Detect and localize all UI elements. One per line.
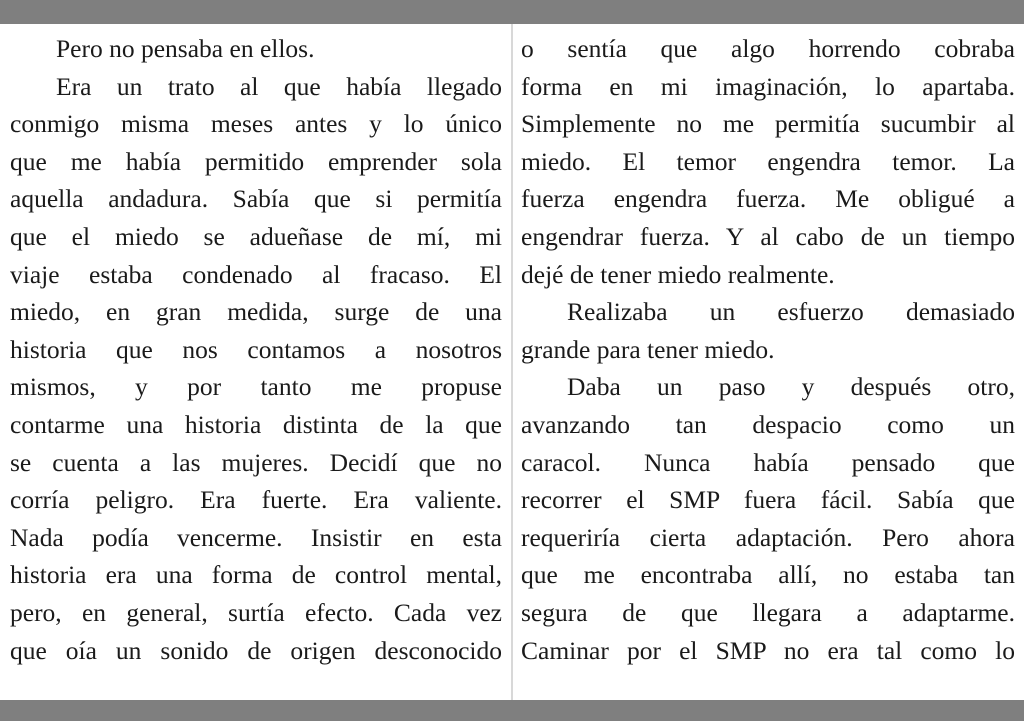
text-line: Daba un paso y después otro, — [567, 372, 1015, 402]
text-line: que oía un sonido de origen desconocido — [10, 635, 502, 665]
text-line: o sentía que algo horrendo cobraba — [521, 34, 1015, 63]
text-line: mismos, y por tanto me propuse — [10, 372, 502, 402]
text-line: Caminar por el SMP no era tal como lo — [521, 635, 1015, 665]
right-page — [513, 24, 1024, 700]
text-line: caracol. Nunca había pensado que — [521, 447, 1015, 477]
text-line: dejé de tener miedo realmente. — [521, 259, 835, 289]
text-line: engendrar fuerza. Y al cabo de un tiempo — [521, 221, 1015, 251]
text-line: historia que nos contamos a nosotros — [10, 334, 502, 364]
text-line: forma en mi imaginación, lo apartaba. — [521, 71, 1015, 101]
text-line: avanzando tan despacio como un — [521, 409, 1015, 439]
text-line: historia era una forma de control mental, — [10, 560, 502, 590]
text-line: grande para tener miedo. — [521, 334, 775, 364]
text-line: miedo, en gran medida, surge de una — [10, 297, 502, 327]
text-line: Nada podía vencerme. Insistir en esta — [10, 522, 502, 552]
text-line: se cuenta a las mujeres. Decidí que no — [10, 447, 502, 477]
text-line: que el miedo se adueñase de mí, mi — [10, 221, 502, 251]
text-line: que me encontraba allí, no estaba tan — [521, 560, 1015, 590]
text-line: contarme una historia distinta de la que — [10, 409, 502, 439]
text-line: requeriría cierta adaptación. Pero ahora — [521, 522, 1015, 552]
text-line: fuerza engendra fuerza. Me obligué a — [521, 184, 1015, 214]
text-line: aquella andadura. Sabía que si permitía — [10, 184, 502, 214]
text-line: Era un trato al que había llegado — [56, 71, 502, 101]
text-line: recorrer el SMP fuera fácil. Sabía que — [521, 485, 1015, 515]
right-page-text — [521, 30, 1015, 669]
text-line: Simplemente no me permitía sucumbir al — [521, 109, 1015, 139]
text-line: miedo. El temor engendra temor. La — [521, 146, 1015, 176]
text-line: corría peligro. Era fuerte. Era valiente. — [10, 485, 502, 515]
viewer-bottom-bar — [0, 700, 1024, 721]
text-line: que me había permitido emprender sola — [10, 146, 502, 176]
text-line: Pero no pensaba en ellos. — [56, 34, 315, 63]
left-page-text — [10, 30, 502, 669]
viewer-top-bar — [0, 0, 1024, 24]
text-line: viaje estaba condenado al fracaso. El — [10, 259, 502, 289]
text-line: pero, en general, surtía efecto. Cada vez — [10, 597, 502, 627]
text-line: segura de que llegara a adaptarme. — [521, 597, 1015, 627]
text-line: Realizaba un esfuerzo demasiado — [567, 297, 1015, 327]
text-line: conmigo misma meses antes y lo único — [10, 109, 502, 139]
left-page — [0, 24, 511, 700]
